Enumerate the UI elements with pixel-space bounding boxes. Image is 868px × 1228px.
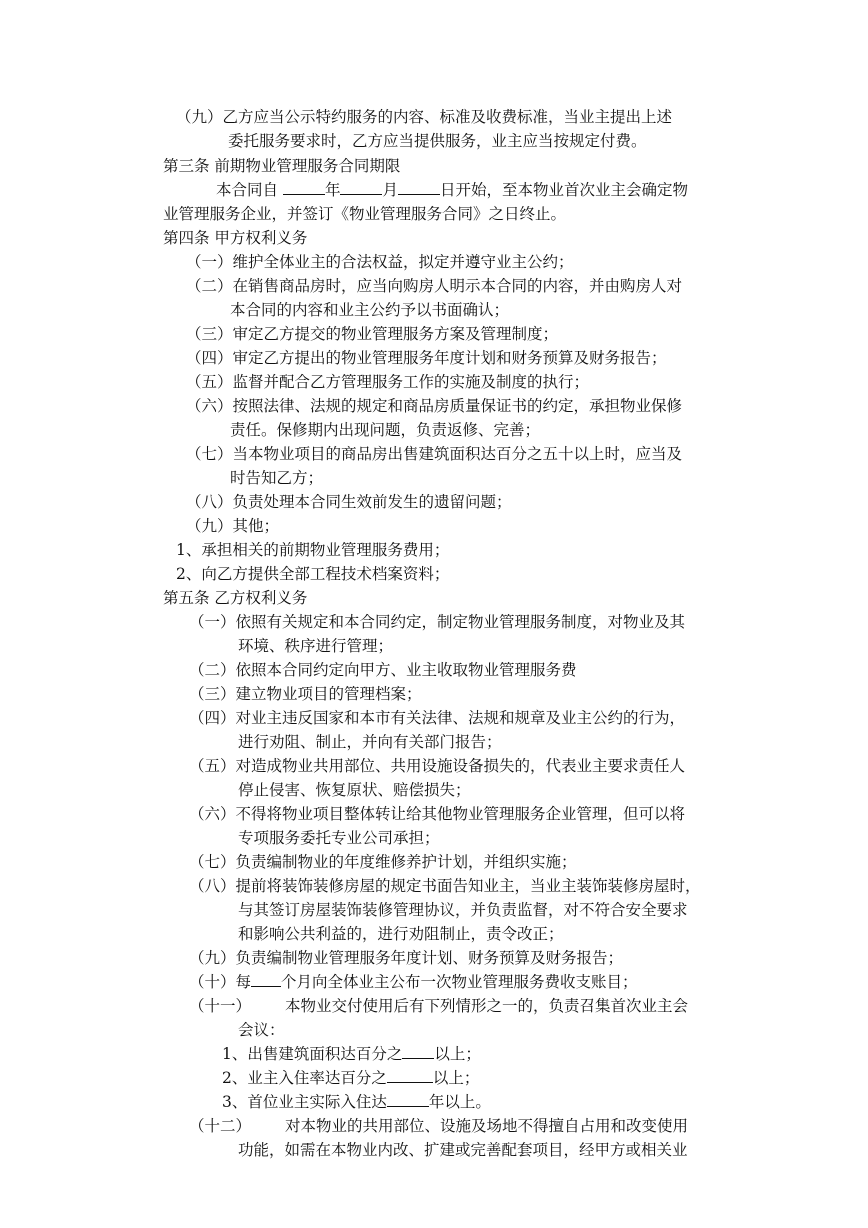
blank-months	[251, 971, 281, 987]
clause-item: （五）监督并配合乙方管理服务工作的实施及制度的执行；	[186, 373, 590, 391]
clause-text: 业管理服务企业，并签订《物业管理服务合同》之日终止。	[163, 205, 567, 223]
clause-item: （二）依照本合同约定向甲方、业主收取物业管理服务费	[189, 661, 577, 679]
clause-item: （四）对业主违反国家和本市有关法律、法规和规章及业主公约的行为，	[189, 709, 686, 727]
clause-text: 功能，如需在本物业内改、扩建或完善配套项目，经甲方或相关业	[238, 1141, 688, 1159]
clause-item: （十）每 个月向全体业主公布一次物业管理服务费收支账目；	[189, 973, 638, 991]
clause-text: 本合同的内容和业主公约予以书面确认；	[230, 301, 510, 319]
section-heading: 第三条 前期物业管理服务合同期限	[163, 157, 401, 175]
clause-item: （十二） 对本物业的共用部位、设施及场地不得擅自占用和改变使用	[189, 1117, 689, 1135]
sub-item: 2、向乙方提供全部工程技术档案资料；	[176, 565, 450, 583]
clause-text: 会议：	[238, 1021, 285, 1039]
blank-year	[283, 179, 325, 195]
clause-text: 进行劝阻、制止，并向有关部门报告；	[238, 733, 502, 751]
clause-item: （十一） 本物业交付使用后有下列情形之一的，负责召集首次业主会	[189, 997, 689, 1015]
blank-day	[398, 179, 440, 195]
clause-text: 责任。保修期内出现问题，负责返修、完善；	[230, 421, 541, 439]
clause-item: （六）不得将物业项目整体转让给其他物业管理服务企业管理，但可以将	[189, 805, 686, 823]
sub-item: 2、业主入住率达百分之 以上；	[222, 1069, 480, 1087]
blank-percent	[387, 1067, 433, 1083]
clause-text: 环境、秩序进行管理；	[238, 637, 394, 655]
clause-item: （八）提前将装饰装修房屋的规定书面告知业主，当业主装饰装修房屋时，	[189, 877, 701, 895]
clause-item: （三）审定乙方提交的物业管理服务方案及管理制度；	[186, 325, 559, 343]
blank-percent	[402, 1043, 434, 1059]
clause-text: 委托服务要求时，乙方应当提供服务，业主应当按规定付费。	[228, 132, 647, 150]
clause-text: （九）乙方应当公示特约服务的内容、标准及收费标准，当业主提出上述	[176, 108, 673, 126]
clause-item: （九）负责编制物业管理服务年度计划、财务预算及财务报告；	[189, 949, 624, 967]
section-heading: 第五条 乙方权利义务	[163, 589, 308, 607]
clause-item: （九）其他；	[186, 517, 280, 535]
clause-item: （二）在销售商品房时，应当向购房人明示本合同的内容，并由购房人对	[186, 277, 683, 295]
section-heading: 第四条 甲方权利义务	[163, 229, 308, 247]
clause-item: （五）对造成物业共用部位、共用设施设备损失的，代表业主要求责任人	[189, 757, 686, 775]
clause-item: （七）当本物业项目的商品房出售建筑面积达百分之五十以上时，应当及	[186, 445, 683, 463]
clause-item: （一）维护全体业主的合法权益，拟定并遵守业主公约；	[186, 253, 574, 271]
clause-text: 本合同自 年 月 日开始，至本物业首次业主会确定物	[216, 181, 688, 199]
clause-item: （六）按照法律、法规的规定和商品房质量保证书的约定，承担物业保修	[186, 397, 683, 415]
clause-text: 与其签订房屋装饰装修管理协议，并负责监督，对不符合安全要求	[238, 901, 688, 919]
clause-item: （七）负责编制物业的年度维修养护计划，并组织实施；	[189, 853, 577, 871]
clause-text: 专项服务委托专业公司承担；	[238, 829, 440, 847]
clause-text: 停止侵害、恢复原状、赔偿损失；	[238, 781, 471, 799]
sub-item: 3、首位业主实际入住达 年以上。	[222, 1093, 491, 1111]
clause-text: 和影响公共利益的，进行劝阻制止，责令改正；	[238, 925, 564, 943]
clause-item: （四）审定乙方提出的物业管理服务年度计划和财务预算及财务报告；	[186, 349, 667, 367]
clause-item: （一）依照有关规定和本合同约定，制定物业管理服务制度，对物业及其	[189, 613, 686, 631]
sub-item: 1、承担相关的前期物业管理服务费用；	[176, 541, 450, 559]
clause-item: （八）负责处理本合同生效前发生的遗留问题；	[186, 493, 512, 511]
blank-month	[340, 179, 382, 195]
clause-text: 时告知乙方；	[230, 469, 324, 487]
sub-item: 1、出售建筑面积达百分之 以上；	[222, 1045, 481, 1063]
clause-item: （三）建立物业项目的管理档案；	[189, 685, 422, 703]
blank-years	[387, 1091, 429, 1107]
